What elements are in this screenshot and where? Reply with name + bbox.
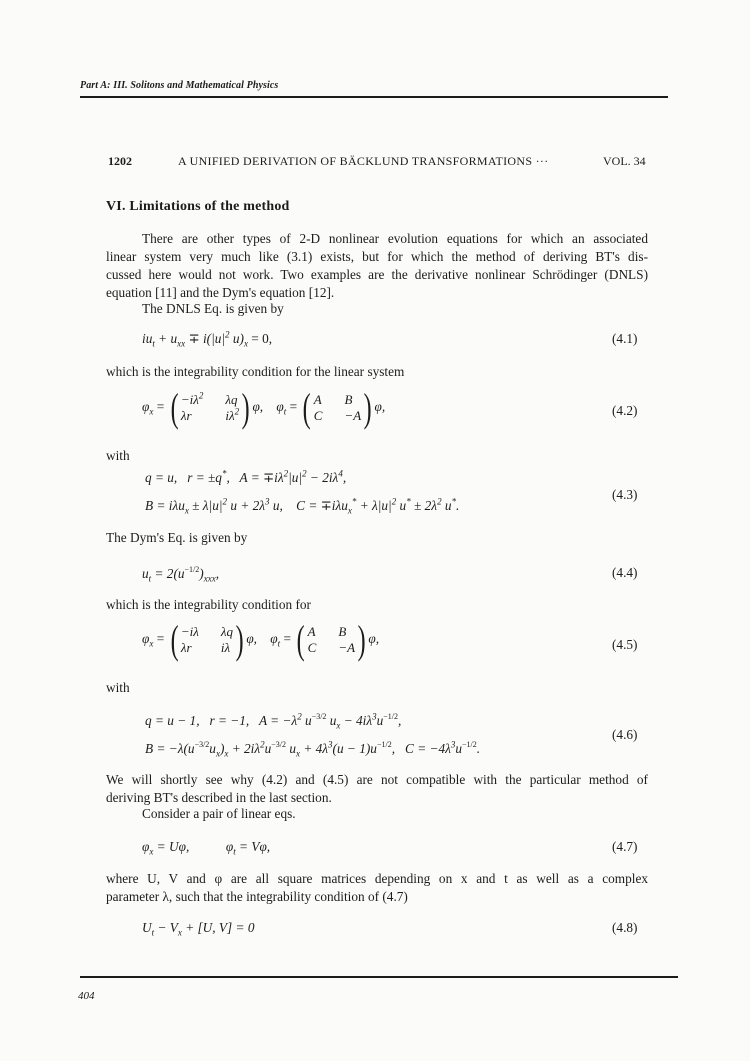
text-line: with [106, 448, 130, 463]
equation-label: (4.2) [612, 403, 638, 418]
equation-4-6-line2: $B = -\lambda(u^{-3/2}u_x)_x + 2i\lambda^2u^{-3/2}$ $u_x + 4\lambda^3(u - 1)u^{-1/2}$, $C = -4\lambda^3u^{-1/2}$. [145, 739, 481, 759]
text-line: which is the integrability condition for the linear system [106, 364, 405, 379]
paragraph-where [106, 870, 648, 906]
paragraph-line: parameter λ, such that the integrability condition of (4.7) [106, 889, 408, 904]
paragraph-line: linear system very much like (3.1) exists, but for which the method of deriving BT's dis- [106, 249, 648, 264]
text-line: which is the integrability condition for [106, 597, 311, 612]
equation-4-3-line2: $B = i\lambda u_x \pm \lambda|u|^2$ $u + 2\lambda^3$ u, $C = \mp i\lambda u_x^* + \lambda|u|^2$ $u^* \pm 2\lambda^2$ u*. [145, 496, 460, 516]
equation-4-7: $\varphi_x = U\varphi$, $\varphi_t = V\varphi$, [142, 839, 271, 857]
equation-4-4: $u_t = 2(u^{-1/2})_{xxx}$, [142, 565, 220, 584]
paragraph-line: cussed here would not work. Two examples are the derivative nonlinear Schrödinger (DNLS) [106, 267, 648, 282]
equation-label: (4.6) [612, 727, 638, 742]
equation-4-6-line1: q = u − 1, r = −1, $A = -\lambda^2$ $u^{-3/2}$ $u_x - 4i\lambda^3u^{-1/2}$, [145, 711, 402, 731]
equation-label: (4.5) [612, 637, 638, 652]
equation-4-5: $\varphi_x$ = ( −iλ λq λr iλ ) φ, $\varphi_t$ = ( A B C −A ) φ, [142, 617, 380, 662]
running-head-page: 1202 [108, 154, 132, 168]
text-line: with [106, 680, 130, 695]
paragraph-line: where U, V and φ are all square matrices depending on x and t as well as a complex [106, 871, 648, 886]
text-line: Consider a pair of linear eqs. [142, 806, 296, 821]
equation-label: (4.4) [612, 565, 638, 580]
equation-4-2: $\varphi_x$ = ( $-i\lambda^2$ λq λr $i\lambda^2$ ) φ, $\varphi_t$ = ( A B C −A ) φ, [142, 385, 386, 430]
part-header: Part A: III. Solitons and Mathematical Physics [80, 80, 279, 91]
dnls-intro: The DNLS Eq. is given by [142, 301, 284, 316]
footer-page-number: 404 [78, 990, 95, 1002]
equation-4-8: $U_t - V_x + [U$, V] = 0 [142, 920, 255, 938]
paragraph-shortly [106, 771, 648, 807]
equation-4-3-line1: q = u, r = ±q*, $A = \mp i\lambda^2|u|^2 - 2i\lambda^4$, [145, 468, 347, 485]
paragraph-line: equation [11] and the Dym's equation [12]. [106, 285, 335, 300]
paragraph-line: deriving BT's described in the last section. [106, 790, 332, 805]
header-rule [80, 96, 668, 98]
equation-label: (4.8) [612, 920, 638, 935]
intro-paragraph [106, 230, 648, 302]
running-head-title: A UNIFIED DERIVATION OF BÄCKLUND TRANSFORMATIONS ··· [178, 154, 549, 168]
paragraph-line: There are other types of 2-D nonlinear evolution equations for which an associated [142, 231, 648, 246]
equation-label: (4.7) [612, 839, 638, 854]
running-head-volume: VOL. 34 [603, 154, 646, 168]
equation-label: (4.1) [612, 331, 638, 346]
equation-4-1: $iu_t + u_{xx} \mp i(|u|^2$ $u)_x = 0$, [142, 329, 273, 349]
text-line: The Dym's Eq. is given by [106, 530, 248, 545]
equation-label: (4.3) [612, 487, 638, 502]
footer-rule [80, 976, 678, 978]
paragraph-line: We will shortly see why (4.2) and (4.5) are not compatible with the particular method of [106, 772, 648, 787]
section-title: VI. Limitations of the method [106, 199, 290, 214]
